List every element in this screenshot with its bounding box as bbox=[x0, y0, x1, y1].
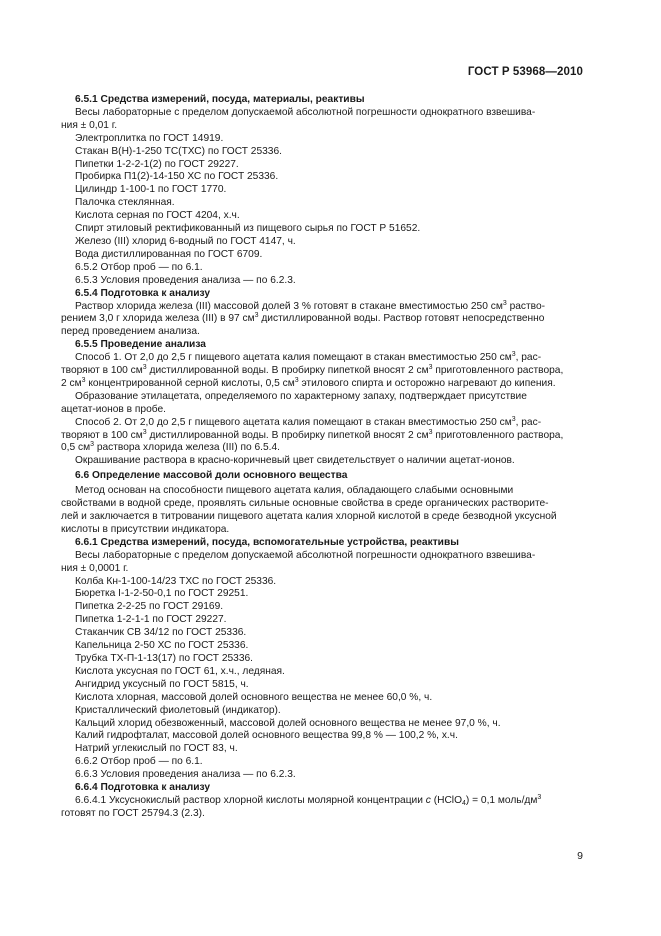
section-heading-6-6-1: 6.6.1 Средства измерений, посуда, вспомогательные устройства, реактивы bbox=[75, 536, 459, 548]
paragraph-scale-line: Весы лабораторные с пределом допускаемой абсолютной погрешности однократного взвешива- bbox=[75, 549, 536, 561]
list-item: Стаканчик СВ 34/12 по ГОСТ 25336. bbox=[75, 627, 247, 639]
list-item: Ангидрид уксусный по ГОСТ 5815, ч. bbox=[75, 678, 249, 690]
paragraph-line: Метод основан на способности пищевого ацетата калия, обладающего слабыми основными bbox=[75, 485, 514, 497]
paragraph-line: 6.6.4.1 Уксуснокислый раствор хлорной кислоты молярной концентрации c (HClO$_4$) = 0,1 моль/$дм^3$ bbox=[75, 793, 542, 807]
list-item: Трубка ТХ-П-1-13(17) по ГОСТ 25336. bbox=[75, 652, 253, 664]
list-item: Стакан В(Н)-1-250 ТС(ТХС) по ГОСТ 25336. bbox=[75, 145, 282, 157]
paragraph-scale-line: ния ± 0,01 г. bbox=[61, 119, 118, 131]
list-item: Палочка стеклянная. bbox=[75, 197, 175, 209]
list-item: Колба Кн-1-100-14/23 ТХС по ГОСТ 25336. bbox=[75, 575, 277, 587]
section-6-5-3: 6.5.3 Условия проведения анализа — по 6.2.3. bbox=[75, 274, 296, 286]
list-item: Цилиндр 1-100-1 по ГОСТ 1770. bbox=[75, 184, 227, 196]
list-item: Капельница 2-50 ХС по ГОСТ 25336. bbox=[75, 640, 249, 652]
list-item: Пипетка 1-2-1-1 по ГОСТ 29227. bbox=[75, 614, 227, 626]
paragraph-line: ацетат-ионов в пробе. bbox=[61, 403, 166, 415]
paragraph-line: 2 $см^3$ концентрированной серной кислоты, 0,5 $см^3$ этилового спирта и осторожно нагревают до кипения. bbox=[61, 376, 556, 389]
list-item: Спирт этиловый ректификованный из пищевого сырья по ГОСТ Р 51652. bbox=[75, 223, 421, 235]
paragraph-line: Способ 1. От 2,0 до 2,5 г пищевого ацетата калия помещают в стакан вместимостью 250 $см^3$, рас- bbox=[75, 351, 542, 364]
section-heading-6-5-1: 6.5.1 Средства измерений, посуда, материалы, реактивы bbox=[75, 94, 365, 105]
section-6-5-2: 6.5.2 Отбор проб — по 6.1. bbox=[75, 261, 203, 273]
section-heading-6-6-4: 6.6.4 Подготовка к анализу bbox=[75, 782, 211, 794]
paragraph-scale-line: ния ± 0,0001 г. bbox=[61, 562, 129, 574]
list-item: Кристаллический фиолетовый (индикатор). bbox=[75, 704, 281, 716]
list-item: Железо (III) хлорид 6-водный по ГОСТ 4147, ч. bbox=[75, 235, 296, 247]
list-item: Кислота серная по ГОСТ 4204, х.ч. bbox=[75, 210, 240, 222]
list-item: Кислота уксусная по ГОСТ 61, х.ч., ледяная. bbox=[75, 665, 285, 677]
section-heading-6-6: 6.6 Определение массовой доли основного вещества bbox=[75, 470, 348, 482]
list-item: Пробирка П1(2)-14-150 ХС по ГОСТ 25336. bbox=[75, 171, 279, 183]
paragraph-line: творяют в 100 $см^3$ дистиллированной воды. В пробирку пипеткой вносят 2 $см^3$ приготовленного раствора, bbox=[61, 428, 564, 441]
paragraph-line: свойствами в водной среде, проявлять сильные основные свойства в среде органических растворите- bbox=[61, 498, 549, 510]
list-item: Вода дистиллированная по ГОСТ 6709. bbox=[75, 248, 263, 260]
document-body bbox=[61, 94, 584, 821]
section-6-6-2: 6.6.2 Отбор проб — по 6.1. bbox=[75, 756, 203, 768]
list-item: Пипетки 1-2-2-1(2) по ГОСТ 29227. bbox=[75, 158, 239, 170]
paragraph-line: кислоты в присутствии индикатора. bbox=[61, 523, 230, 535]
page-number: 9 bbox=[577, 850, 583, 862]
paragraph-line: творяют в 100 $см^3$ дистиллированной воды. В пробирку пипеткой вносят 2 $см^3$ приготовленного раствора, bbox=[61, 364, 564, 377]
section-heading-6-5-5: 6.5.5 Проведение анализа bbox=[75, 339, 206, 351]
list-item: Натрий углекислый по ГОСТ 83, ч. bbox=[75, 743, 238, 755]
paragraph-line: Способ 2. От 2,0 до 2,5 г пищевого ацетата калия помещают в стакан вместимостью 250 $см^3$, рас- bbox=[75, 415, 542, 428]
section-heading-6-5-4: 6.5.4 Подготовка к анализу bbox=[75, 287, 211, 299]
section-6-6-3: 6.6.3 Условия проведения анализа — по 6.2.3. bbox=[75, 769, 296, 781]
paragraph-line: Образование этилацетата, определяемого по характерному запаху, подтверждает присутствие bbox=[75, 390, 527, 402]
paragraph-line: Раствор хлорида железа (III) массовой долей 3 % готовят в стакане вместимостью 250 $см^3$ раство- bbox=[75, 299, 546, 312]
standard-designation: ГОСТ Р 53968—2010 bbox=[467, 66, 583, 78]
list-item: Бюретка I-1-2-50-0,1 по ГОСТ 29251. bbox=[75, 588, 249, 600]
list-item: Кальций хлорид обезвоженный, массовой долей основного вещества не менее 97,0 %, ч. bbox=[75, 717, 501, 729]
list-item: Пипетка 2-2-25 по ГОСТ 29169. bbox=[75, 601, 224, 613]
paragraph-line: Окрашивание раствора в красно-коричневый цвет свидетельствует о наличии ацетат-ионов. bbox=[75, 455, 515, 467]
paragraph-line: лей и заключается в титровании пищевого ацетата калия хлорной кислотой в среде безводной уксусной bbox=[61, 511, 557, 522]
list-item: Калий гидрофталат, массовой долей основного вещества 99,8 % — 100,2 %, х.ч. bbox=[75, 730, 458, 742]
paragraph-line: готовят по ГОСТ 25794.3 (2.3). bbox=[61, 807, 205, 819]
paragraph-line: рением 3,0 г хлорида железа (III) в 97 $см^3$ дистиллированной воды. Раствор готовят непосредственно bbox=[61, 312, 545, 325]
paragraph-scale-line: Весы лабораторные с пределом допускаемой абсолютной погрешности однократного взвешива- bbox=[75, 106, 536, 118]
paragraph-line: перед проведением анализа. bbox=[61, 326, 200, 338]
list-item: Кислота хлорная, массовой долей основного вещества не менее 60,0 %, ч. bbox=[75, 691, 433, 703]
list-item: Электроплитка по ГОСТ 14919. bbox=[75, 132, 224, 144]
paragraph-line: 0,5 $см^3$ раствора хлорида железа (III) по 6.5.4. bbox=[61, 441, 280, 454]
